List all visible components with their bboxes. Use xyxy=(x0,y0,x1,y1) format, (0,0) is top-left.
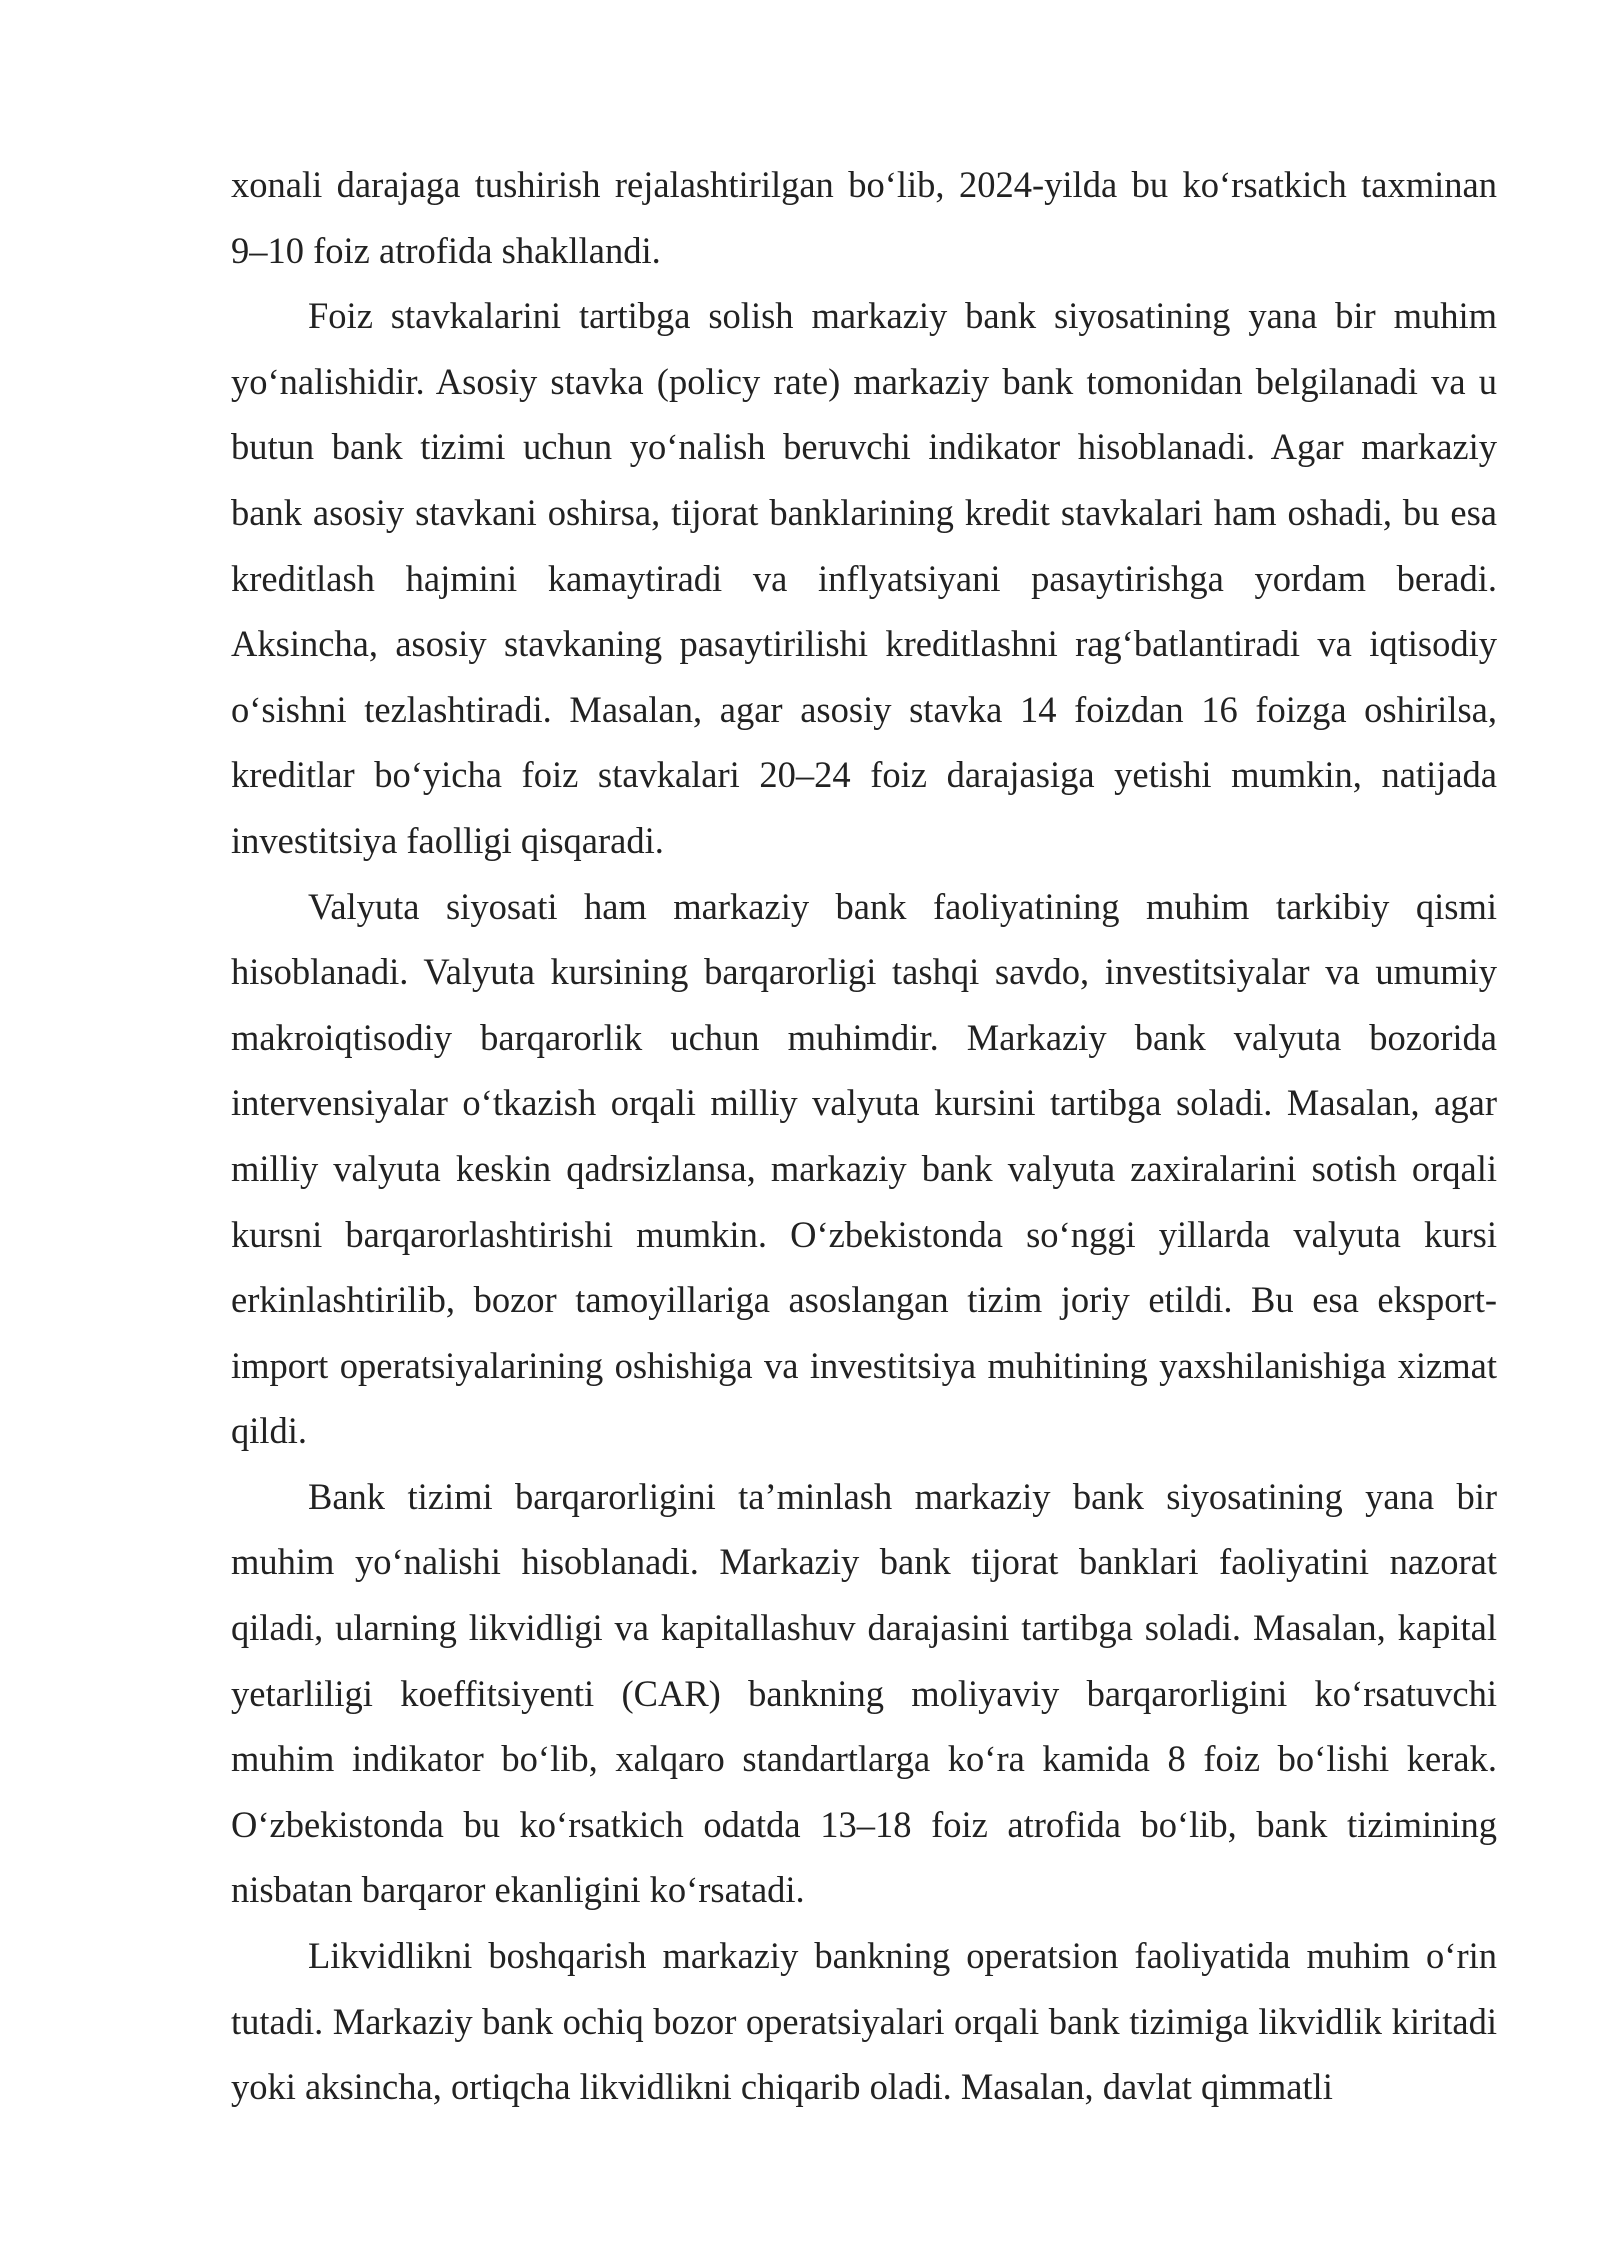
paragraph-liquidity: Likvidlikni boshqarish markaziy bankning operatsion faoliyatida muhim o‘rin tutadi. Markaziy bank ochiq bozor operatsiyalari orqali bank tizimiga likvidlik kiritadi yoki aksincha, ortiqcha likvidlikni chiqarib oladi. Masalan, davlat qimmatli xyxy=(231,1935,1497,2108)
body-text xyxy=(231,152,1497,2120)
paragraph-bank-stability: Bank tizimi barqarorligini ta’minlash markaziy bank siyosatining yana bir muhim yo‘nalishi hisoblanadi. Markaziy bank tijorat banklari faoliyatini nazorat qiladi, ularning likvidligi va kapitallashuv darajasini tartibga soladi. Masalan, kapital yetarliligi koeffitsiyenti (CAR) bankning moliyaviy barqarorligini ko‘rsatuvchi muhim indikator bo‘lib, xalqaro standartlarga ko‘ra kamida 8 foiz bo‘lishi kerak. O‘zbekistonda bu ko‘rsatkich odatda 13–18 foiz atrofida bo‘lib, bank tizimining nisbatan barqaror ekanligini ko‘rsatadi. xyxy=(231,1475,1497,1911)
paragraph-interest-rates: Foiz stavkalarini tartibga solish markaziy bank siyosatining yana bir muhim yo‘nalishidir. Asosiy stavka (policy rate) markaziy bank tomonidan belgilanadi va u butun bank tizimi uchun yo‘nalish beruvchi indikator hisoblanadi. Agar markaziy bank asosiy stavkani oshirsa, tijorat banklarining kredit stavkalari ham oshadi, bu esa kreditlash hajmini kamaytiradi va inflyatsiyani pasaytirishga yordam beradi. Aksincha, asosiy stavkaning pasaytirilishi kreditlashni rag‘batlantiradi va iqtisodiy o‘sishni tezlashtiradi. Masalan, agar asosiy stavka 14 foizdan 16 foizga oshirilsa, kreditlar bo‘yicha foiz stavkalari 20–24 foiz darajasiga yetishi mumkin, natijada investitsiya faolligi qisqaradi. xyxy=(231,295,1497,861)
paragraph-continued: xonali darajaga tushirish rejalashtirilgan bo‘lib, 2024-yilda bu ko‘rsatkich taxminan 9–10 foiz atrofida shakllandi. xyxy=(231,164,1497,271)
paragraph-currency-policy: Valyuta siyosati ham markaziy bank faoliyatining muhim tarkibiy qismi hisoblanadi. Valyuta kursining barqarorligi tashqi savdo, investitsiyalar va umumiy makroiqtisodiy barqarorlik uchun muhimdir. Markaziy bank valyuta bozorida intervensiyalar o‘tkazish orqali milliy valyuta kursini tartibga soladi. Masalan, agar milliy valyuta keskin qadrsizlansa, markaziy bank valyuta zaxiralarini sotish orqali kursni barqarorlashtirishi mumkin. O‘zbekistonda so‘nggi yillarda valyuta kursi erkinlashtirilib, bozor tamoyillariga asoslangan tizim joriy etildi. Bu esa eksport-import operatsiyalarining oshishiga va investitsiya muhitining yaxshilanishiga xizmat qildi. xyxy=(231,885,1497,1452)
